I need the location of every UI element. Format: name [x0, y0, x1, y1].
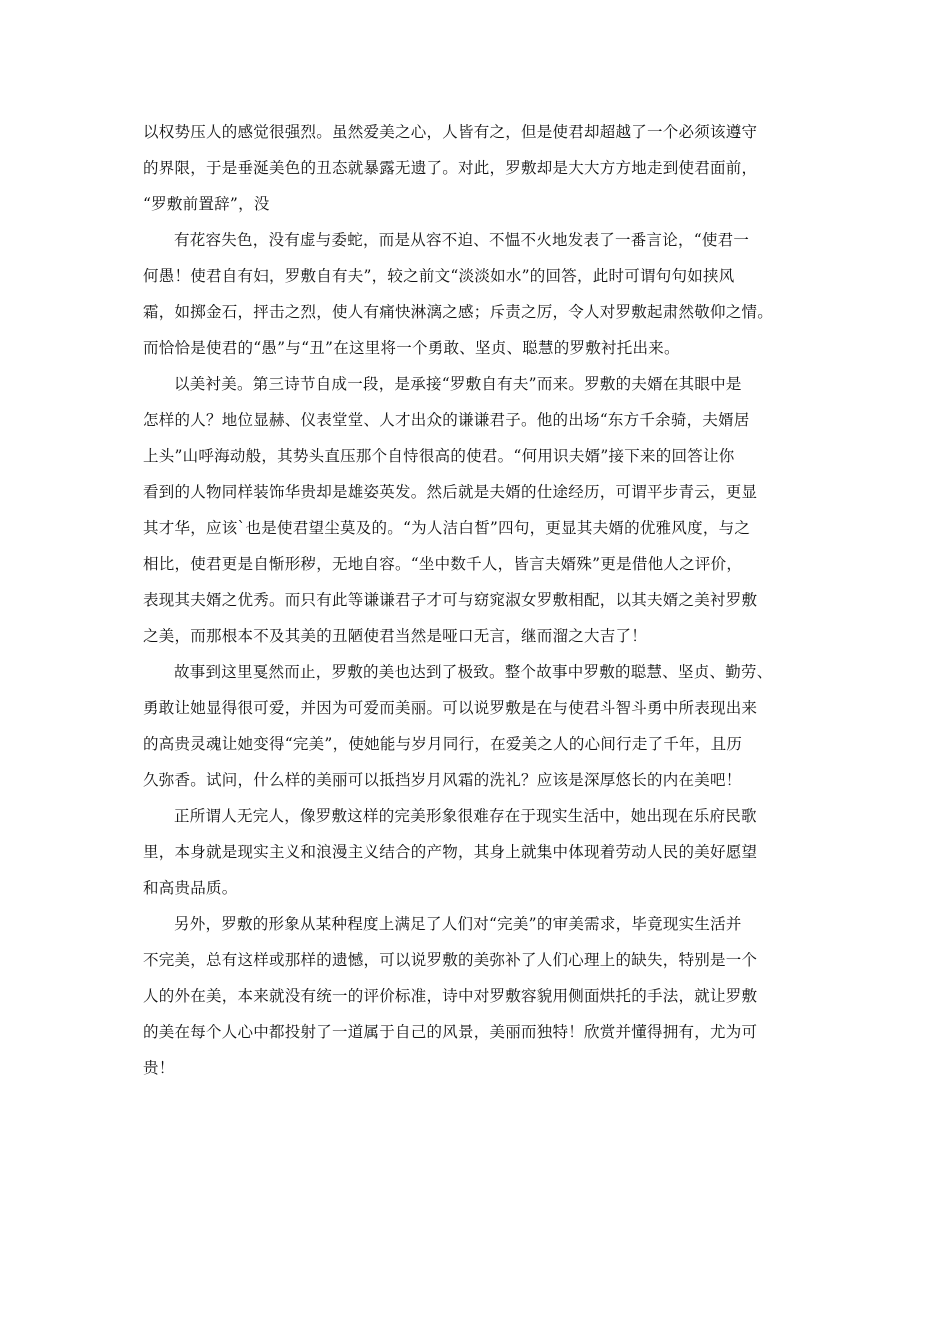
text-line: 看到的人物同样装饰华贵却是雄姿英发。然后就是夫婿的仕途经历，可谓平步青云，更显	[143, 483, 758, 501]
text-line: 人的外在美，本来就没有统一的评价标准，诗中对罗敷容貌用侧面烘托的手法，就让罗敷	[143, 987, 758, 1005]
text-line: 里，本身就是现实主义和浪漫主义结合的产物，其身上就集中体现着劳动人民的美好愿望	[143, 843, 758, 861]
text-line: 表现其夫婿之优秀。而只有此等谦谦君子才可与窈窕淑女罗敷相配，以其夫婿之美衬罗敷	[143, 591, 758, 609]
text-line: “罗敷前置辞”，没	[143, 195, 270, 213]
text-line: 勇敢让她显得很可爱，并因为可爱而美丽。可以说罗敷是在与使君斗智斗勇中所表现出来	[143, 699, 758, 717]
paragraph-first-line: 以美衬美。第三诗节自成一段，是承接“罗敷自有夫”而来。罗敷的夫婿在其眼中是	[174, 375, 742, 393]
paragraph-first-line: 有花容失色，没有虚与委蛇，而是从容不迫、不愠不火地发表了一番言论，“使君一	[174, 231, 750, 249]
text-line: 和高贵品质。	[143, 879, 238, 897]
text-line: 怎样的人？地位显赫、仪表堂堂、人才出众的谦谦君子。他的出场“东方千余骑，夫婿居	[143, 411, 750, 429]
text-line: 的界限，于是垂涎美色的丑态就暴露无遗了。对此，罗敷却是大大方方地走到使君面前，	[143, 159, 758, 177]
text-line: 相比，使君更是自惭形秽，无地自容。“坐中数千人，皆言夫婿殊”更是借他人之评价，	[143, 555, 743, 573]
paragraph-first-line: 故事到这里戛然而止，罗敷的美也达到了极致。整个故事中罗敷的聪慧、坚贞、勤劳、	[174, 663, 773, 681]
text-line: 霜，如掷金石，抨击之烈，使人有痛快淋漓之感；斥责之厉，令人对罗敷起肃然敬仰之情。	[143, 303, 774, 321]
text-line: 不完美，总有这样或那样的遗憾，可以说罗敷的美弥补了人们心理上的缺失，特别是一个	[143, 951, 758, 969]
text-line: 贵！	[143, 1059, 175, 1077]
text-line: 上头”山呼海动般，其势头直压那个自恃很高的使君。“何用识夫婿”接下来的回答让你	[143, 447, 735, 465]
text-line: 的美在每个人心中都投射了一道属于自己的风景，美丽而独特！欣赏并懂得拥有，尤为可	[143, 1023, 758, 1041]
text-line: 久弥香。试问，什么样的美丽可以抵挡岁月风霜的洗礼？应该是深厚悠长的内在美吧！	[143, 771, 742, 789]
text-line: 何愚！使君自有妇，罗敷自有夫”，较之前文“淡淡如水”的回答，此时可谓句句如挟风	[143, 267, 735, 285]
text-line: 以权势压人的感觉很强烈。虽然爱美之心，人皆有之，但是使君却超越了一个必须该遵守	[143, 123, 758, 141]
text-line: 而恰恰是使君的“愚”与“丑”在这里将一个勇敢、坚贞、聪慧的罗敷衬托出来。	[143, 339, 680, 357]
text-line: 的高贵灵魂让她变得“完美”，使她能与岁月同行，在爱美之人的心间行走了千年，且历	[143, 735, 743, 753]
text-line: 之美，而那根本不及其美的丑陋使君当然是哑口无言，继而溜之大吉了！	[143, 627, 648, 645]
text-line: 其才华，应该`也是使君望尘莫及的。“为人洁白皙”四句，更显其夫婿的优雅风度，与之	[143, 519, 751, 537]
paragraph-first-line: 另外，罗敷的形象从某种程度上满足了人们对“完美”的审美需求，毕竟现实生活并	[174, 915, 742, 933]
paragraph-first-line: 正所谓人无完人，像罗敷这样的完美形象很难存在于现实生活中，她出现在乐府民歌	[174, 807, 757, 825]
